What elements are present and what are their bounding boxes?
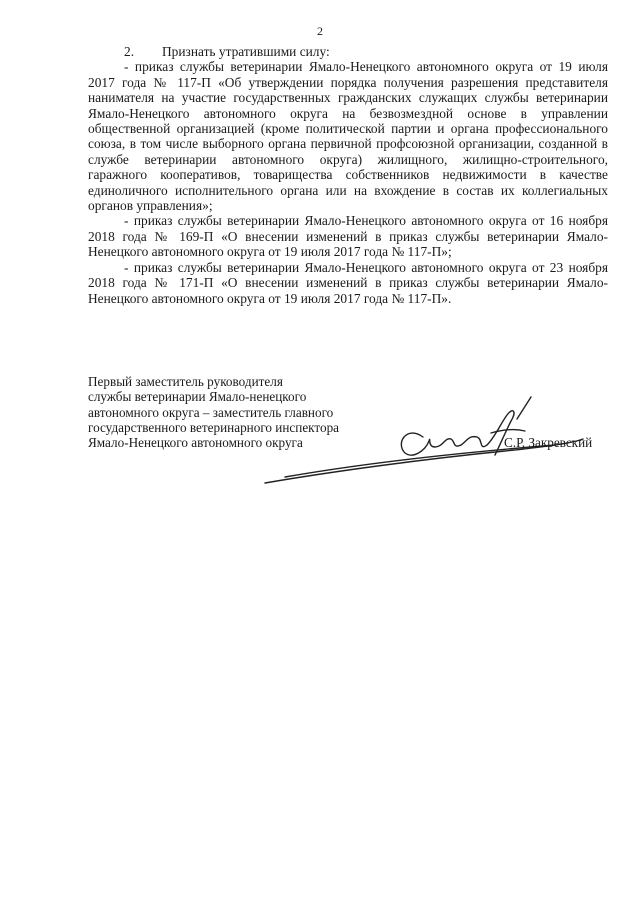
item-number: 2. [124, 44, 135, 59]
signer-name: С.Р. Закревский [504, 435, 593, 450]
signatory-position-line: Первый заместитель руководителя [88, 374, 283, 389]
document-body [88, 44, 608, 306]
item-heading [88, 44, 608, 59]
repealed-order-3: - приказ службы ветеринарии Ямало-Ненецкого автономного округа от 23 ноября 2018 года № 171-П «О внесении изменений в приказ службы ветеринарии Ямало-Ненецкого автономного округа от 19 июля 2017 года № 117-П». [88, 259, 608, 306]
signatory-position-line: автономного округа – заместитель главного [88, 404, 334, 420]
item-heading-text: Признать утратившими силу: [162, 44, 330, 59]
signatory-position-line: службы ветеринарии Ямало-ненецкого [88, 389, 307, 405]
repealed-order-1: - приказ службы ветеринарии Ямало-Ненецкого автономного округа от 19 июля 2017 года № 117-П «Об утверждении порядка получения разрешения представителя нанимателя на участие государственных гражданских служащих службы ветеринарии Ямало-Ненецкого автономного округа на безвозмездной основе в управлении общественной организацией (кроме политической партии и органа профессионального союза, в том числе выборного органа первичной профсоюзной организации, созданной в службе ветеринарии автономного округа) жилищного, жилищно-строительного, гаражного кооперативов, товарищества собственников недвижимости в качестве единоличного исполнительного органа или на вхождение в состав их коллегиальных органов управления»; [88, 59, 608, 214]
signatory-position-line: государственного ветеринарного инспектора [88, 419, 340, 435]
repealed-order-2: - приказ службы ветеринарии Ямало-Ненецкого автономного округа от 16 ноября 2018 года № 169-П «О внесении изменений в приказ службы ветеринарии Ямало-Ненецкого автономного округа от 19 июля 2017 года № 117-П»; [88, 213, 608, 260]
signatory-position-line: Ямало-Ненецкого автономного округа [88, 435, 303, 451]
page-number: 2 [317, 24, 323, 38]
